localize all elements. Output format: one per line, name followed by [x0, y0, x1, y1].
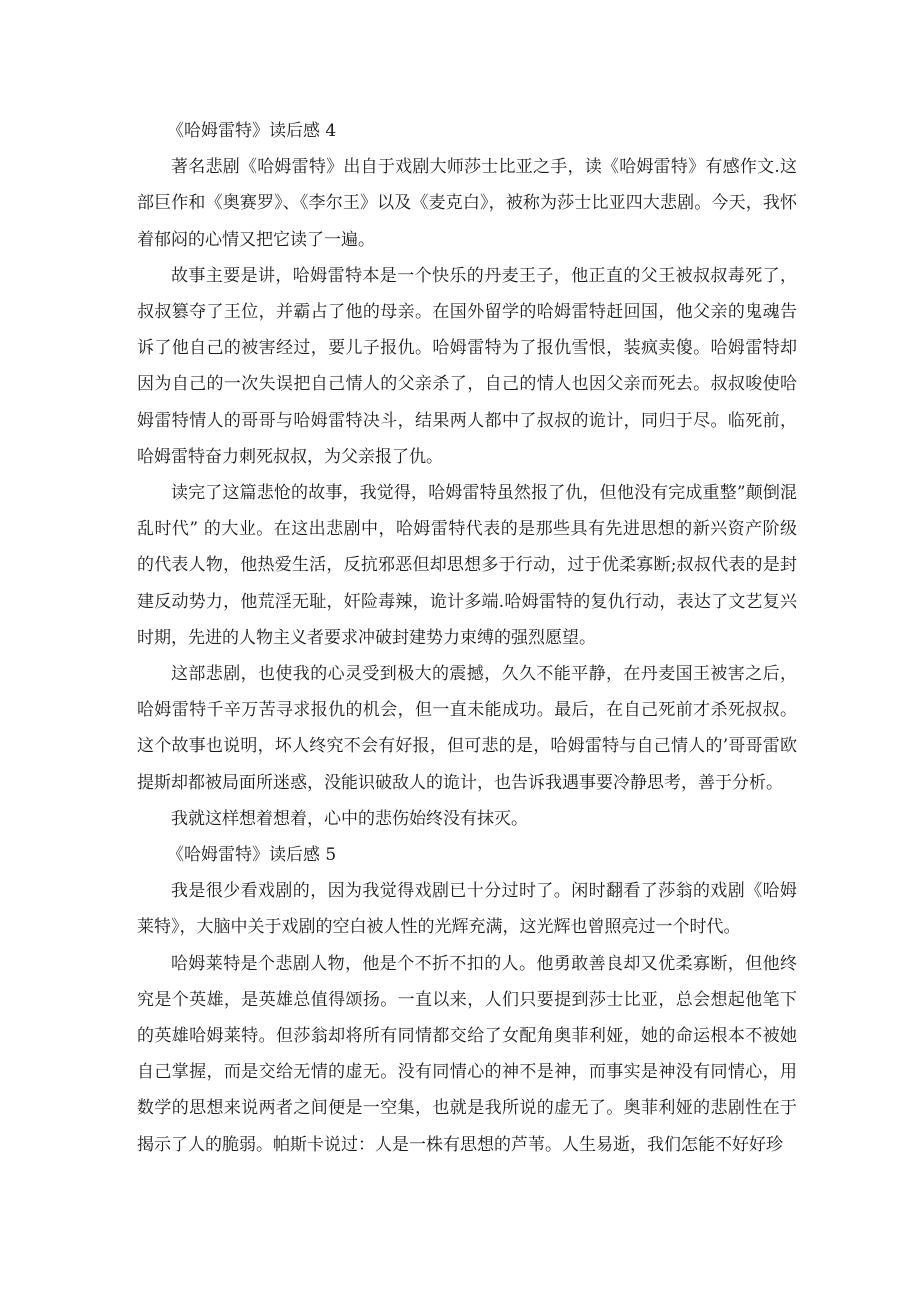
paragraph: 哈姆莱特是个悲剧人物，他是个不折不扣的人。他勇敢善良却又优柔寡断，但他终究是个英雄，是英雄总值得颂扬。一直以来，人们只要提到莎士比亚，总会想起他笔下的英雄哈姆莱特。但莎翁却将所有同情都交给了女配角奥菲利娅，她的命运根本不被她自己掌握，而是交给无情的虚无。没有同情心的神不是神，而事实是神没有同情心，用数学的思想来说两者之间便是一空集，也就是我所说的虚无了。奥菲利娅的悲剧性在于揭示了人的脆弱。帕斯卡说过：人是一株有思想的芦苇。人生易逝，我们怎能不好好珍: [137, 953, 797, 1155]
document-body: [137, 113, 797, 1163]
paragraph: 这部悲剧，也使我的心灵受到极大的震撼，久久不能平静，在丹麦国王被害之后，哈姆雷特千辛万苦寻求报仇的机会，但一直未能成功。最后，在自己死前才杀死叔叔。这个故事也说明，坏人终究不会有好报，但可悲的是，哈姆雷特与自己情人的’哥哥雷欧提斯却都被局面所迷惑，没能识破敌人的诡计，也告诉我遇事要冷静思考，善于分析。: [137, 664, 797, 793]
section-heading: 《哈姆雷特》读后感 4: [167, 121, 337, 141]
section-heading: 《哈姆雷特》读后感 5: [167, 845, 337, 866]
paragraph: 我是很少看戏剧的，因为我觉得戏剧已十分过时了。闲时翻看了莎翁的戏剧《哈姆莱特》，大脑中关于戏剧的空白被人性的光辉充满，这光辉也曾照亮过一个时代。: [137, 881, 797, 938]
paragraph: 读完了这篇悲怆的故事，我觉得，哈姆雷特虽然报了仇，但他没有完成重整”颠倒混乱时代” 的大业。在这出悲剧中，哈姆雷特代表的是那些具有先进思想的新兴资产阶级的代表人物，他热爱生活，反抗邪恶但却思想多于行动，过于优柔寡断;叔叔代表的是封建反动势力，他荒淫无耻，奸险毒辣，诡计多端.哈姆雷特的复仇行动，表达了文艺复兴时期，先进的人物主义者要求冲破封建势力束缚的强烈愿望。: [137, 483, 797, 648]
paragraph: 故事主要是讲，哈姆雷特本是一个快乐的丹麦王子，他正直的父王被叔叔毒死了，叔叔篡夺了王位，并霸占了他的母亲。在国外留学的哈姆雷特赶回国，他父亲的鬼魂告诉了他自己的被害经过，要儿子报仇。哈姆雷特为了报仇雪恨，装疯卖傻。哈姆雷特却因为自己的一次失误把自己情人的父亲杀了，自己的情人也因父亲而死去。叔叔唆使哈姆雷特情人的哥哥与哈姆雷特决斗，结果两人都中了叔叔的诡计，同归于尽。临死前，哈姆雷特奋力刺死叔叔，为父亲报了仇。: [137, 265, 797, 467]
paragraph: 著名悲剧《哈姆雷特》出自于戏剧大师莎士比亚之手，读《哈姆雷特》有感作文.这部巨作和《奥赛罗》、《李尔王》以及《麦克白》，被称为莎士比亚四大悲剧。今天，我怀着郁闷的心情又把它读了一遍。: [137, 157, 797, 250]
paragraph: 我就这样想着想着，心中的悲伤始终没有抹灭。: [171, 808, 528, 829]
